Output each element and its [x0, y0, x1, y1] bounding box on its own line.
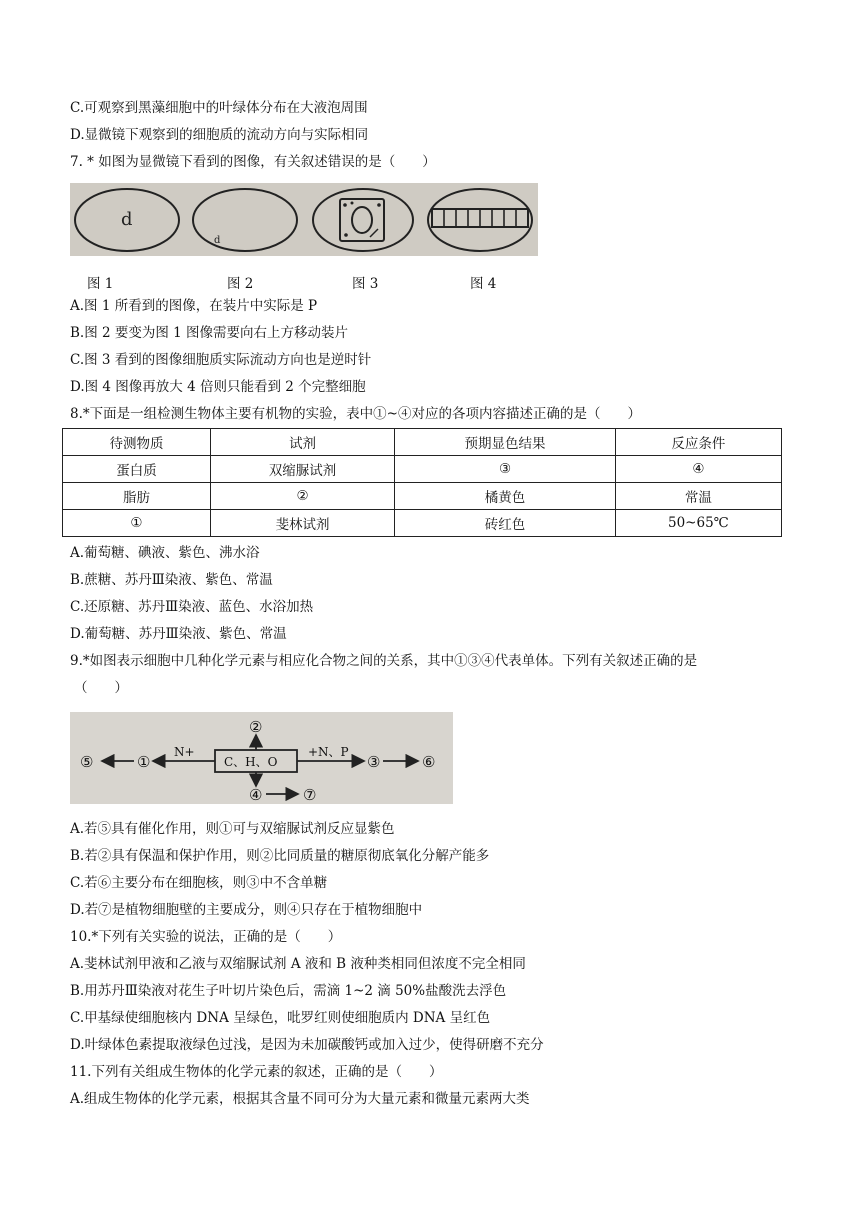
q10-option-b: B.用苏丹Ⅲ染液对花生子叶切片染色后，需滴 1~2 滴 50%盐酸洗去浮色 [70, 983, 507, 999]
q10-option-c: C.甲基绿使细胞核内 DNA 呈绿色，吡罗红则使细胞质内 DNA 呈红色 [70, 1010, 491, 1026]
node-6: ⑥ [422, 753, 436, 771]
q8-option-d: D.葡萄糖、苏丹Ⅲ染液、紫色、常温 [70, 626, 287, 642]
table-header-cell: 待测物质 [63, 429, 211, 456]
question-9-stem-cont: （ ） [74, 680, 128, 696]
table-header-cell: 试剂 [210, 429, 394, 456]
q7-option-c: C.图 3 看到的图像细胞质实际流动方向也是逆时针 [70, 352, 372, 368]
fig2-letter: d [214, 235, 221, 246]
q11-option-a: A.组成生物体的化学元素，根据其含量不同可分为大量元素和微量元素两大类 [70, 1091, 530, 1107]
node-3: ③ [367, 753, 381, 771]
table-cell: 常温 [615, 483, 781, 510]
fig3-arrow [370, 229, 378, 237]
table-cell: ③ [395, 456, 616, 483]
option-d-q6: D.显微镜下观察到的细胞质的流动方向与实际相同 [70, 127, 369, 143]
table-cell: 脂肪 [63, 483, 211, 510]
table-header-cell: 预期显色结果 [395, 429, 616, 456]
table-cell: 橘黄色 [395, 483, 616, 510]
caption-fig3: 图 3 [352, 276, 379, 292]
element-compound-svg [70, 712, 453, 804]
table-cell: 砖红色 [395, 510, 616, 537]
table-header-cell: 反应条件 [615, 429, 781, 456]
fig3-vacuole [352, 207, 372, 233]
microscope-views-svg [70, 183, 538, 256]
question-7-stem: 7. * 如图为显微镜下看到的图像，有关叙述错误的是（ ） [70, 154, 436, 170]
center-label: C、H、O [224, 755, 278, 769]
table-cell: ② [210, 483, 394, 510]
q8-table [62, 428, 782, 537]
table-row [63, 510, 782, 537]
option-c-q6: C.可观察到黑藻细胞中的叶绿体分布在大液泡周围 [70, 100, 368, 116]
q7-option-b: B.图 2 要变为图 1 图像需要向右上方移动装片 [70, 325, 349, 341]
microscope-figure [70, 183, 538, 256]
q9-option-b: B.若②具有保温和保护作用，则②比同质量的糖原彻底氧化分解产能多 [70, 848, 490, 864]
question-8-stem: 8.*下面是一组检测生物体主要有机物的实验，表中①~④对应的各项内容描述正确的是（ ） [70, 406, 641, 422]
node-2: ② [249, 718, 263, 736]
table-cell: 蛋白质 [63, 456, 211, 483]
table-row [63, 483, 782, 510]
node-4: ④ [249, 786, 263, 804]
question-9-stem: 9.*如图表示细胞中几种化学元素与相应化合物之间的关系，其中①③④代表单体。下列有关叙述正确的是 [70, 653, 698, 669]
node-1: ① [137, 753, 151, 771]
table-cell: ④ [615, 456, 781, 483]
label-plus-n-p: +N、P [308, 745, 349, 759]
table-header-row [63, 429, 782, 456]
label-n-plus: N+ [174, 745, 195, 759]
fig1-letter: d [121, 209, 133, 230]
q7-option-a: A.图 1 所看到的图像，在装片中实际是 P [70, 298, 318, 314]
q9-option-d: D.若⑦是植物细胞壁的主要成分，则④只存在于植物细胞中 [70, 902, 423, 918]
table-cell: 双缩脲试剂 [210, 456, 394, 483]
caption-fig2: 图 2 [227, 276, 254, 292]
question-10-stem: 10.*下列有关实验的说法，正确的是（ ） [70, 929, 342, 945]
table-cell: 斐林试剂 [210, 510, 394, 537]
table-cell: ① [63, 510, 211, 537]
table-row [63, 456, 782, 483]
q7-option-d: D.图 4 图像再放大 4 倍则只能看到 2 个完整细胞 [70, 379, 366, 395]
q8-option-b: B.蔗糖、苏丹Ⅲ染液、紫色、常温 [70, 572, 273, 588]
q8-option-c: C.还原糖、苏丹Ⅲ染液、蓝色、水浴加热 [70, 599, 314, 615]
q8-option-a: A.葡萄糖、碘液、紫色、沸水浴 [70, 545, 260, 561]
question-11-stem: 11.下列有关组成生物体的化学元素的叙述，正确的是（ ） [70, 1064, 443, 1080]
caption-fig1: 图 1 [87, 276, 114, 292]
q10-option-d: D.叶绿体色素提取液绿色过浅，是因为未加碳酸钙或加入过少，使得研磨不充分 [70, 1037, 544, 1053]
q10-option-a: A.斐林试剂甲液和乙液与双缩脲试剂 A 液和 B 液种类相同但浓度不完全相同 [70, 956, 526, 972]
caption-fig4: 图 4 [470, 276, 497, 292]
q9-option-c: C.若⑥主要分布在细胞核，则③中不含单糖 [70, 875, 328, 891]
q9-option-a: A.若⑤具有催化作用，则①可与双缩脲试剂反应显紫色 [70, 821, 395, 837]
node-7: ⑦ [303, 786, 317, 804]
node-5: ⑤ [80, 753, 94, 771]
fig2-view [193, 189, 297, 251]
table-cell: 50~65℃ [615, 510, 781, 537]
element-compound-diagram [70, 712, 453, 804]
